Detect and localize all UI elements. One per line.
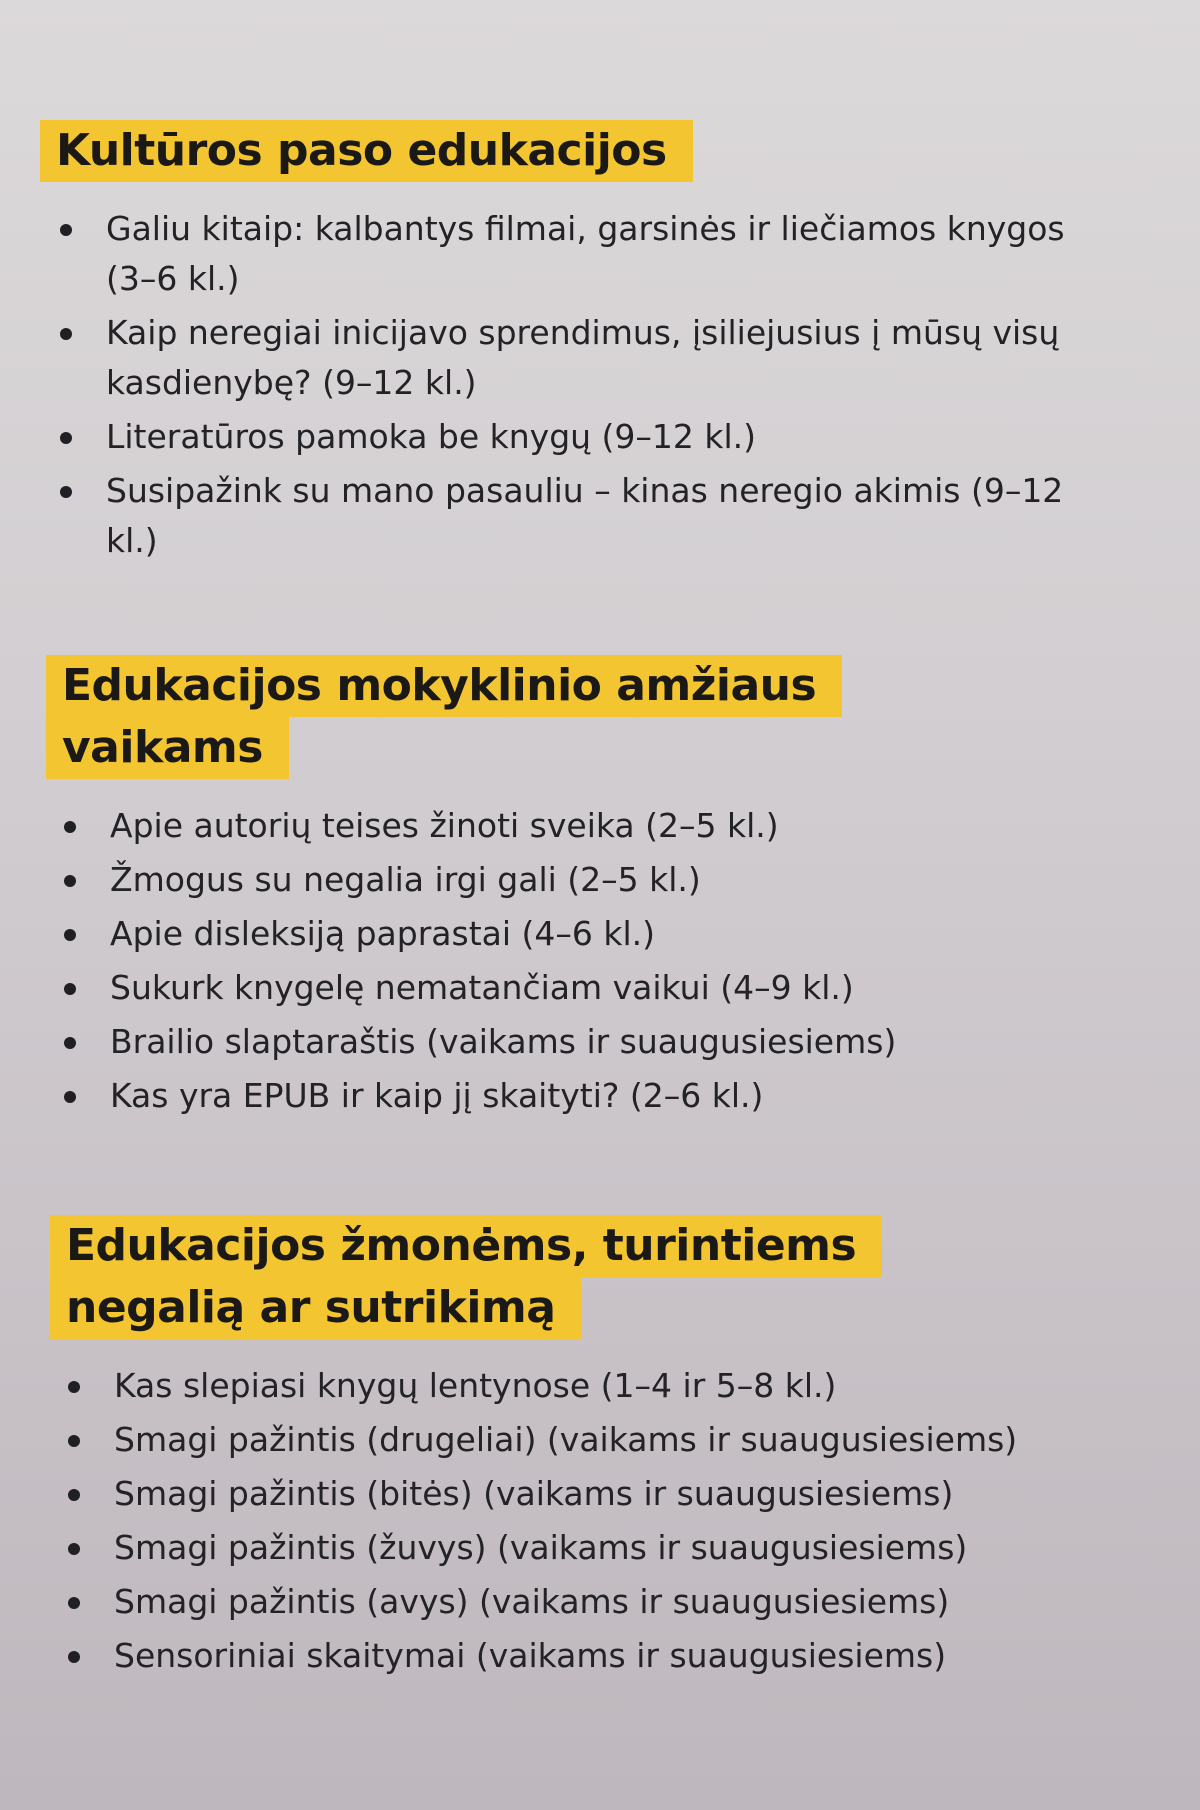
bullet-icon [64, 875, 76, 887]
bullet-icon [64, 1091, 76, 1103]
list-item-text: Apie disleksiją paprastai (4–6 kl.) [110, 914, 656, 953]
section-zmonems-su-negalia [0, 1215, 1200, 1685]
list-item [50, 466, 1090, 566]
list-item [54, 963, 1094, 1013]
list-item [58, 1577, 1158, 1627]
list-item-text: Smagi pažintis (bitės) (vaikams ir suaugusiesiems) [114, 1474, 954, 1513]
bullet-icon [68, 1597, 80, 1609]
bullet-icon [68, 1435, 80, 1447]
item-list [58, 1361, 1158, 1681]
section-kulturos-paso [0, 120, 1200, 570]
section-heading [40, 120, 1200, 182]
bullet-icon [64, 1037, 76, 1049]
list-item [58, 1415, 1158, 1465]
section-heading-line: Edukacijos mokyklinio amžiaus [46, 655, 842, 717]
list-item [58, 1469, 1158, 1519]
list-item [50, 204, 1090, 304]
list-item [54, 855, 1094, 905]
list-item [50, 308, 1090, 408]
bullet-icon [60, 432, 72, 444]
section-heading [46, 655, 1200, 779]
list-item [54, 801, 1094, 851]
list-item-text: Sukurk knygelę nematančiam vaikui (4–9 kl.) [110, 968, 854, 1007]
list-item-text: Literatūros pamoka be knygų (9–12 kl.) [106, 417, 757, 456]
list-item-text: Kaip neregiai inicijavo sprendimus, įsiliejusius į mūsų visų kasdienybę? (9–12 kl.) [106, 313, 1060, 402]
list-item-text: Galiu kitaip: kalbantys filmai, garsinės ir liečiamos knygos (3–6 kl.) [106, 209, 1065, 298]
list-item [58, 1523, 1158, 1573]
list-item-text: Kas slepiasi knygų lentynose (1–4 ir 5–8 kl.) [114, 1366, 837, 1405]
section-mokyklinio-amziaus [0, 655, 1200, 1125]
list-item [54, 1071, 1094, 1121]
item-list [50, 204, 1090, 566]
list-item-text: Žmogus su negalia irgi gali (2–5 kl.) [110, 860, 701, 899]
list-item [54, 1017, 1094, 1067]
bullet-icon [60, 328, 72, 340]
bullet-icon [68, 1489, 80, 1501]
list-item [58, 1361, 1158, 1411]
bullet-icon [64, 983, 76, 995]
list-item-text: Sensoriniai skaitymai (vaikams ir suaugusiesiems) [114, 1636, 947, 1675]
bullet-icon [68, 1381, 80, 1393]
bullet-icon [64, 929, 76, 941]
section-heading-line: vaikams [46, 717, 289, 779]
bullet-icon [68, 1543, 80, 1555]
section-heading-line: negalią ar sutrikimą [50, 1277, 581, 1339]
section-heading [50, 1215, 1200, 1339]
bullet-icon [68, 1651, 80, 1663]
list-item-text: Apie autorių teises žinoti sveika (2–5 kl.) [110, 806, 779, 845]
list-item-text: Smagi pažintis (drugeliai) (vaikams ir suaugusiesiems) [114, 1420, 1018, 1459]
list-item-text: Brailio slaptaraštis (vaikams ir suaugusiesiems) [110, 1022, 897, 1061]
section-heading-line: Kultūros paso edukacijos [40, 120, 693, 182]
list-item-text: Susipažink su mano pasauliu – kinas neregio akimis (9–12 kl.) [106, 471, 1064, 560]
list-item-text: Smagi pažintis (avys) (vaikams ir suaugusiesiems) [114, 1582, 950, 1621]
section-heading-line: Edukacijos žmonėms, turintiems [50, 1215, 882, 1277]
bullet-icon [64, 821, 76, 833]
list-item [58, 1631, 1158, 1681]
bullet-icon [60, 486, 72, 498]
bullet-icon [60, 224, 72, 236]
list-item [50, 412, 1090, 462]
list-item [54, 909, 1094, 959]
item-list [54, 801, 1094, 1121]
list-item-text: Smagi pažintis (žuvys) (vaikams ir suaugusiesiems) [114, 1528, 968, 1567]
list-item-text: Kas yra EPUB ir kaip jį skaityti? (2–6 kl.) [110, 1076, 764, 1115]
